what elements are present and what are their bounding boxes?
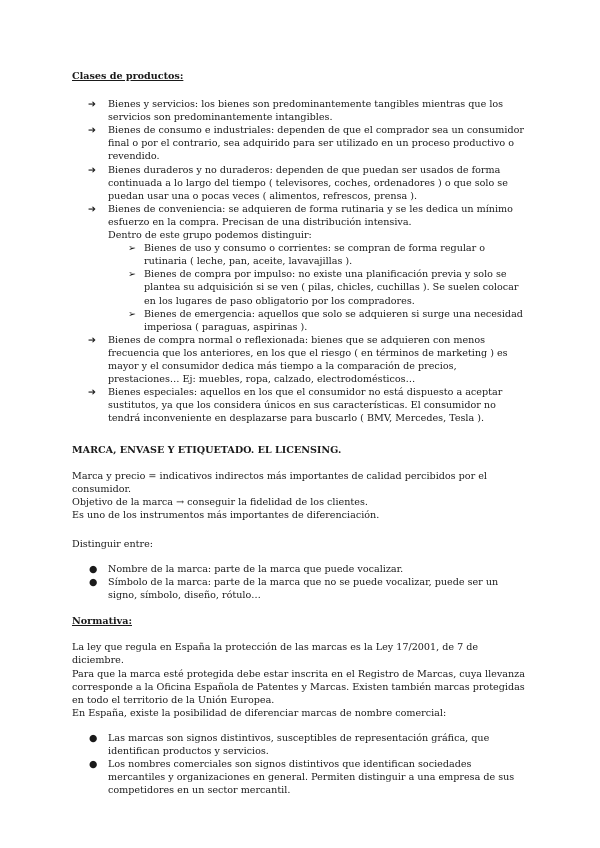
sub-list-item	[128, 242, 530, 268]
item-text: los bienes son predominantemente tangibles mientras que los servicios son predominantemente intangibles.	[108, 99, 504, 124]
arrow-bullet-icon: ➔	[88, 203, 97, 215]
arrowhead-bullet-icon: ➢	[128, 269, 137, 281]
list-item	[88, 124, 530, 163]
arrowhead-bullet-icon: ➢	[128, 243, 137, 255]
list-item	[88, 203, 530, 334]
dot-bullet-icon: ●	[89, 732, 98, 744]
item-label: Bienes especiales:	[108, 387, 198, 399]
list-item	[88, 334, 530, 386]
distinguish-label: Distinguir entre:	[72, 538, 154, 550]
section-title-normativa: Normativa:	[72, 616, 132, 628]
list-item	[89, 563, 530, 576]
normativa-paragraph: En España, existe la posibilidad de diferenciar marcas de nombre comercial:	[72, 707, 447, 719]
item-text: parte de la marca que puede vocalizar.	[211, 564, 404, 575]
arrow-bullet-icon: ➔	[88, 99, 97, 111]
arrow-bullet-icon: ➔	[88, 125, 97, 137]
arrow-bullet-icon: ➔	[88, 387, 97, 399]
item-label: Símbolo de la marca:	[108, 577, 211, 589]
item-text: parte de la marca que no se puede vocalizar, puede ser un signo, símbolo, diseño, rótulo…	[108, 577, 499, 602]
sub-list-item	[128, 268, 530, 307]
dot-bullet-icon: ●	[89, 577, 98, 589]
list-item	[88, 98, 530, 124]
list-item	[88, 164, 530, 203]
item-text: se adquieren de forma rutinaria y se les dedica un mínimo esfuerzo en la compra. Precisan de una distribución intensiva.	[108, 203, 513, 228]
item-label: Nombre de la marca:	[108, 564, 212, 575]
item-text: Las marcas son signos distintivos, susceptibles de representación gráfica, que identifican productos y servicios.	[108, 732, 490, 758]
convenience-sublist	[108, 242, 530, 334]
brand-parts-list	[72, 563, 530, 602]
marca-line: Objetivo de la marca → conseguir la fidelidad de los clientes.	[72, 496, 368, 508]
sub-list-item	[128, 308, 530, 334]
item-label: Bienes de uso y consumo o corrientes:	[144, 243, 332, 255]
item-label: Bienes de compra por impulso:	[144, 269, 296, 281]
normativa-body	[72, 641, 530, 720]
item-text: no existe una planificación previa y solo se plantea su adquisición si se ven ( pilas, chicles, cuchillas ). Se suelen colocar en los lugares de paso obligatorio por los compradores.	[144, 269, 519, 307]
normativa-paragraph: Para que la marca esté protegida debe estar inscrita en el Registro de Marcas, cuya llevanza corresponde a la Oficina Española de Patentes y Marcas. Existen también marcas protegidas en todo el territorio de la Unión Europea.	[72, 668, 525, 706]
item-text: dependen de que el comprador sea un consumidor final o por el contrario, sea adquirido para ser utilizado en un proceso productivo o revendido.	[108, 125, 524, 163]
item-label: Bienes de consumo e industriales:	[108, 125, 275, 137]
dot-bullet-icon: ●	[89, 759, 98, 771]
list-item	[88, 386, 530, 425]
section-title-marca: MARCA, ENVASE Y ETIQUETADO. EL LICENSING.	[72, 445, 342, 457]
normativa-paragraph: La ley que regula en España la protección de las marcas es la Ley 17/2001, de 7 de diciembre.	[72, 642, 479, 667]
item-text: Los nombres comerciales son signos distintivos que identifican sociedades mercantiles y organizaciones en general. Permiten distinguir a una empresa de sus competidores en un sector mercantil.	[108, 759, 515, 797]
dot-bullet-icon: ●	[89, 564, 98, 575]
section-title-clases: Clases de productos:	[72, 71, 184, 82]
marca-line: Es uno de los instrumentos más importantes de diferenciación.	[72, 509, 380, 521]
item-text: aquellos que solo se adquieren si surge una necesidad imperiosa ( paraguas, aspirinas ).	[144, 308, 523, 333]
trademark-types-list	[72, 732, 530, 797]
arrow-bullet-icon: ➔	[88, 334, 97, 346]
item-text: bienes que se adquieren con menos frecuencia que los anteriores, en los que el riesgo ( en términos de marketing ) es mayor y el consumidor dedica más tiempo a la comparación de precios, prestaciones… Ej: muebles, ropa, calzado, electrodomésticos…	[108, 334, 508, 386]
item-text: dependen de que puedan ser usados de forma continuada a lo largo del tiempo ( televisores, coches, ordenadores ) o que solo se puedan usar una o pocas veces ( alimentos, refrescos, prensa ).	[108, 164, 508, 202]
item-text: se compran de forma regular o rutinaria ( leche, pan, aceite, lavavajillas ).	[144, 243, 486, 268]
list-item	[89, 758, 530, 797]
list-item	[89, 576, 530, 602]
item-text: aquellos en los que el consumidor no está dispuesto a aceptar sustitutos, ya que los considera únicos en sus características. El consumidor no tendrá inconveniente en desplazarse para buscarlo ( BMV, Mercedes, Tesla ).	[108, 387, 503, 425]
sub-intro: Dentro de este grupo podemos distinguir:	[108, 230, 312, 242]
item-label: Bienes y servicios:	[108, 99, 199, 111]
list-item	[89, 732, 530, 758]
item-label: Bienes de conveniencia:	[108, 203, 226, 215]
product-class-list	[72, 98, 530, 425]
item-label: Bienes duraderos y no duraderos:	[108, 164, 273, 176]
arrow-bullet-icon: ➔	[88, 164, 97, 176]
arrowhead-bullet-icon: ➢	[128, 308, 137, 320]
marca-line: Marca y precio = indicativos indirectos más importantes de calidad percibidos por el consumidor.	[72, 470, 487, 495]
item-label: Bienes de compra normal o reflexionada:	[108, 334, 309, 346]
item-label: Bienes de emergencia:	[144, 308, 255, 320]
marca-intro	[72, 470, 530, 522]
